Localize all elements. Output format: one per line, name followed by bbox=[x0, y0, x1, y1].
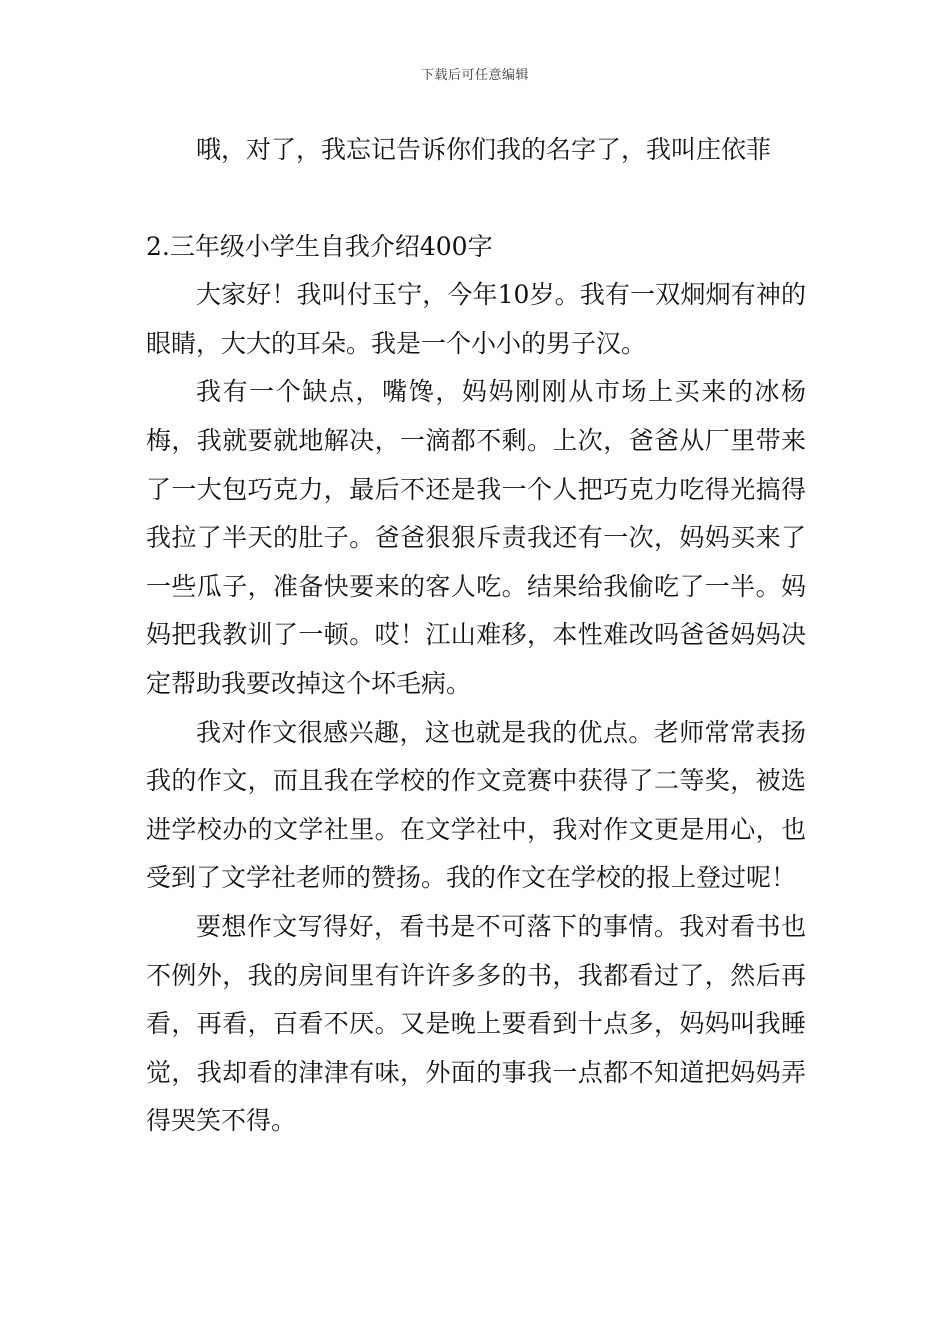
paragraph-2: 我有一个缺点，嘴馋，妈妈刚刚从市场上买来的冰杨梅，我就要就地解决，一滴都不剩。上次，爸爸从厂里带来了一大包巧克力，最后不还是我一个人把巧克力吃得光搞得我拉了半天的肚子。爸爸狠狠斥责我还有一次，妈妈买来了一些瓜子，准备快要来的客人吃。结果给我偷吃了一半。妈妈把我教训了一顿。哎！江山难移，本性难改吗爸爸妈妈决定帮助我要改掉这个坏毛病。 bbox=[146, 377, 806, 698]
intro-line: 哦，对了，我忘记告诉你们我的名字了，我叫庄依菲 bbox=[196, 135, 772, 164]
section-title: 2.三年级小学生自我介绍400字 bbox=[146, 231, 493, 261]
spacer bbox=[146, 175, 806, 223]
document-body bbox=[146, 126, 806, 1146]
paragraph-3: 我对作文很感兴趣，这也就是我的优点。老师常常表扬我的作文，而且我在学校的作文竞赛中获得了二等奖，被选进学校办的文学社里。在文学社中，我对作文更是用心，也受到了文学社老师的赞扬。我的作文在学校的报上登过呢！ bbox=[146, 717, 806, 893]
paragraph-1: 大家好！我叫付玉宁，今年10岁。我有一双炯炯有神的眼睛，大大的耳朵。我是一个小小的男子汉。 bbox=[146, 280, 806, 358]
page-header: 下载后可任意编辑 bbox=[420, 68, 529, 83]
paragraph-4: 要想作文写得好，看书是不可落下的事情。我对看书也不例外，我的房间里有许许多多的书，我都看过了，然后再看，再看，百看不厌。又是晚上要看到十点多，妈妈叫我睡觉，我却看的津津有味，外面的事我一点都不知道把妈妈弄得哭笑不得。 bbox=[146, 911, 806, 1136]
